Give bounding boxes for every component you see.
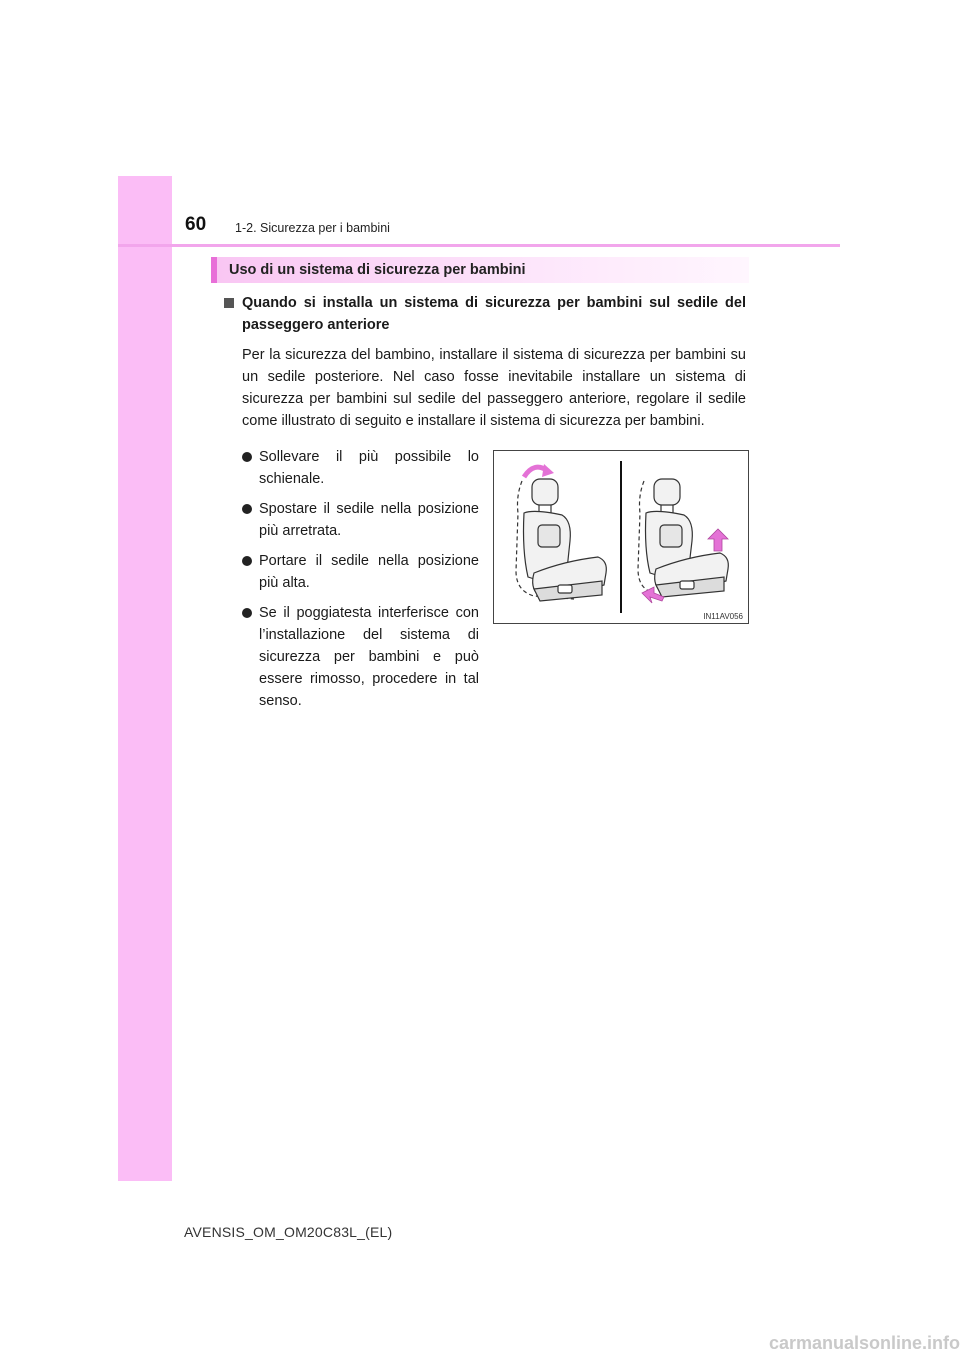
section-title: 1-2. Sicurezza per i bambini <box>235 221 390 235</box>
square-bullet-icon <box>224 298 234 308</box>
subheading-bar <box>211 257 749 283</box>
seat-illustration <box>494 451 748 623</box>
left-seat-drawing <box>516 479 606 601</box>
header-divider <box>118 244 840 247</box>
list-item-text: Spostare il sedile nella posizione più arretrata. <box>259 501 479 539</box>
raise-arrow-icon <box>708 529 728 551</box>
list-item-text: Sollevare il più possibile lo schienale. <box>259 449 479 487</box>
instruction-list <box>242 446 479 720</box>
bullet-icon <box>242 556 252 566</box>
recline-arrowhead-icon <box>542 464 554 477</box>
bullet-icon <box>242 504 252 514</box>
watermark: carmanualsonline.info <box>768 1333 960 1353</box>
list-item-text: Se il poggiatesta interferisce con l’installazione del sistema di sicurezza per bambini e può essere rimosso, procedere in tal senso. <box>259 605 479 709</box>
footer-document-code: AVENSIS_OM_OM20C83L_(EL) <box>184 1224 393 1240</box>
side-tab-band <box>118 176 172 1181</box>
page-number: 60 <box>185 214 207 235</box>
seat-adjustment-figure <box>493 450 749 624</box>
item-heading-text: Quando si installa un sistema di sicurezza per bambini sul sedile del passeggero anteriore <box>242 295 746 333</box>
list-item <box>242 446 479 490</box>
main-content <box>224 292 746 432</box>
list-item <box>242 550 479 594</box>
figure-code: IN11AV056 <box>703 612 743 621</box>
subheading-title: Uso di un sistema di sicurezza per bambini <box>229 262 526 278</box>
item-heading <box>224 292 746 336</box>
item-paragraph: Per la sicurezza del bambino, installare il sistema di sicurezza per bambini su un sedile posteriore. Nel caso fosse inevitabile installare un sistema di sicurezza per bambini sul sedile del passeggero anteriore, regolare il sedile come illustrato di seguito e installare il sistema di sicurezza per bambini. <box>242 347 746 429</box>
bullet-icon <box>242 452 252 462</box>
list-item-text: Portare il sedile nella posizione più alta. <box>259 553 479 591</box>
list-item <box>242 498 479 542</box>
list-item <box>242 602 479 712</box>
bullet-icon <box>242 608 252 618</box>
